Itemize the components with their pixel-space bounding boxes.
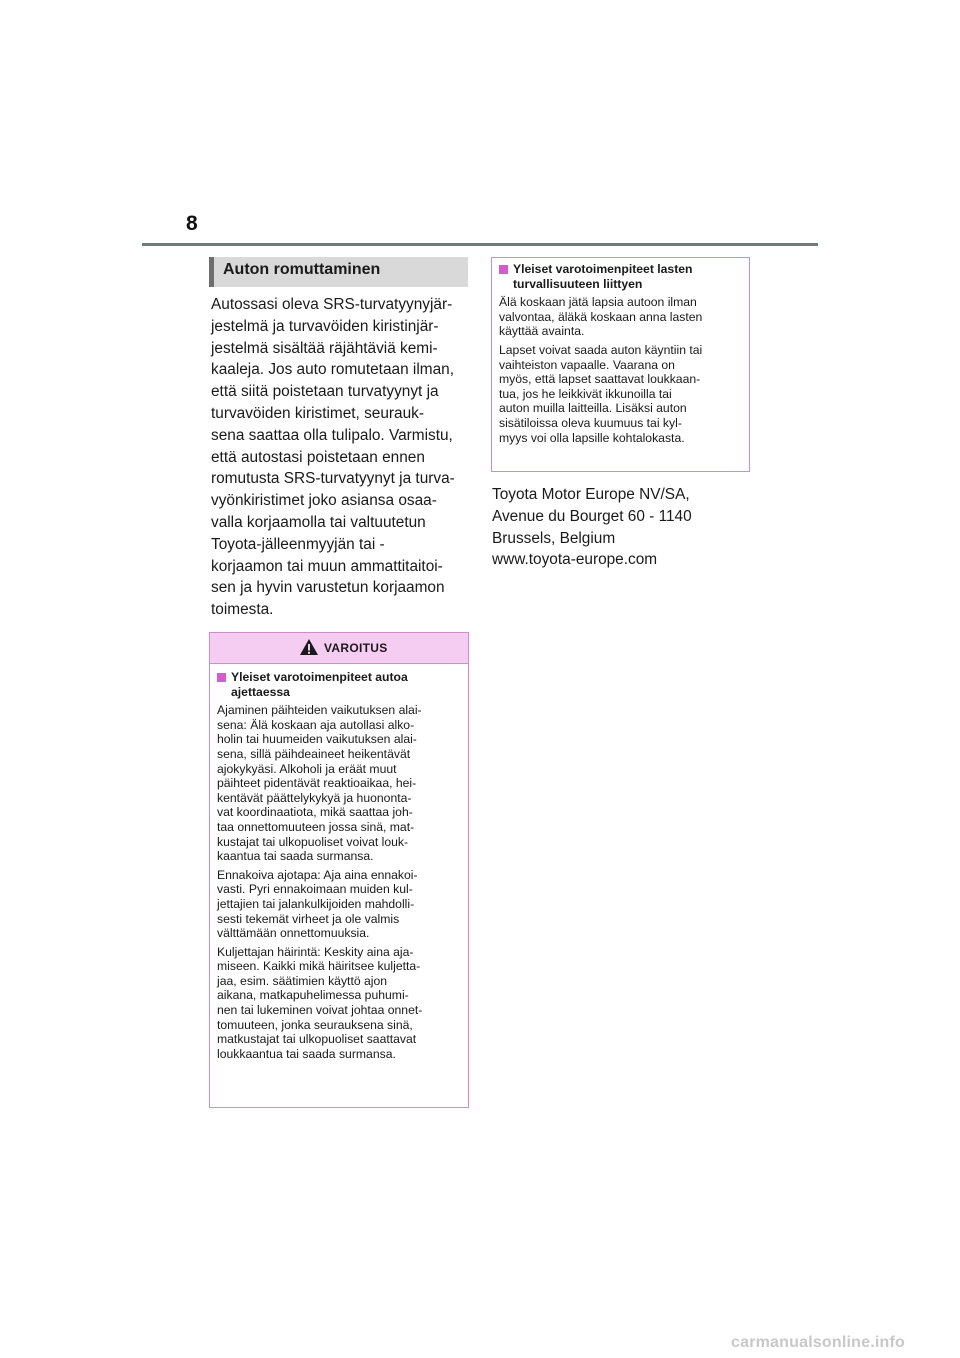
text-line: tomuuteen, jonka seurauksena sinä, bbox=[217, 1017, 413, 1032]
text-line: sesti tekemät virheet ja ole valmis bbox=[217, 911, 400, 926]
body-line: valla korjaamolla tai valtuutetun bbox=[211, 513, 426, 531]
text-line: jettajien tai jalankulkijoiden mahdolli- bbox=[217, 896, 415, 911]
text-line: sisätiloissa oleva kuumuus tai kyl- bbox=[499, 415, 682, 430]
body-line: toimesta. bbox=[211, 601, 274, 619]
address-website: www.toyota-europe.com bbox=[492, 551, 658, 569]
warning-triangle-icon bbox=[299, 638, 319, 656]
child-safety-box bbox=[491, 257, 750, 472]
company-address bbox=[492, 484, 692, 571]
text-line: jaa, esim. säätimien käyttö ajon bbox=[217, 973, 388, 988]
address-line: Brussels, Belgium bbox=[492, 529, 616, 547]
bullet-square-icon bbox=[499, 265, 508, 274]
body-line: että siitä poistetaan turvatyynyt ja bbox=[211, 383, 439, 401]
text-line: auton muilla laitteilla. Lisäksi auton bbox=[499, 401, 687, 416]
child-safety-paragraph bbox=[499, 343, 742, 445]
text-line: välttämään onnettomuuksia. bbox=[217, 926, 370, 941]
text-line: Älä koskaan jätä lapsia autoon ilman bbox=[499, 295, 697, 310]
text-line: kentävät päättelykykyä ja huononta- bbox=[217, 790, 412, 805]
child-safety-subheading bbox=[499, 262, 742, 291]
text-line: vaihteiston vapaalle. Vaarana on bbox=[499, 357, 675, 372]
body-line: sen ja hyvin varustetun korjaamon bbox=[211, 579, 445, 597]
page-number: 8 bbox=[186, 212, 198, 235]
section-heading-bar bbox=[209, 257, 214, 287]
body-line: turvavöiden kiristimet, seurauk- bbox=[211, 404, 424, 422]
text-line: valvontaa, äläkä koskaan anna lasten bbox=[499, 309, 703, 324]
text-line: myys voi olla lapsille kohtalokasta. bbox=[499, 430, 685, 445]
body-line: että autostasi poistetaan ennen bbox=[211, 448, 425, 466]
body-line: korjaamon tai muun ammattitaitoi- bbox=[211, 557, 443, 575]
text-line: loukkaantua tai saada surmansa. bbox=[217, 1046, 396, 1061]
subheading-line: Yleiset varotoimenpiteet lasten bbox=[513, 262, 693, 276]
text-line: Ajaminen päihteiden vaikutuksen alai- bbox=[217, 703, 422, 718]
child-safety-content bbox=[492, 258, 749, 445]
text-line: vat koordinaatiota, mikä saattaa joh- bbox=[217, 805, 413, 820]
warning-label: VAROITUS bbox=[324, 641, 388, 655]
text-line: holin tai huumeiden vaikutuksen alai- bbox=[217, 732, 417, 747]
address-line: Avenue du Bourget 60 - 1140 bbox=[492, 507, 692, 525]
text-line: käyttää avainta. bbox=[499, 324, 585, 339]
text-line: sena, sillä päihdeaineet heikentävät bbox=[217, 746, 411, 761]
warning-content bbox=[210, 664, 468, 1061]
warning-paragraph bbox=[217, 945, 461, 1062]
header-rule bbox=[142, 243, 818, 246]
text-line: Lapset voivat saada auton käyntiin tai bbox=[499, 342, 703, 357]
text-line: matkustajat tai ulkopuoliset saattavat bbox=[217, 1032, 417, 1047]
text-line: ajokykyäsi. Alkoholi ja eräät muut bbox=[217, 761, 397, 776]
subheading-line: ajettaessa bbox=[231, 684, 290, 699]
text-line: tua, jos he leikkivät ikkunoilla tai bbox=[499, 386, 672, 401]
text-line: päihteet pidentävät reaktioaikaa, hei- bbox=[217, 776, 417, 791]
warning-subheading bbox=[217, 670, 461, 699]
watermark: carmanualsonline.info bbox=[731, 1334, 906, 1351]
text-line: nen tai lukeminen voivat johtaa onnet- bbox=[217, 1003, 423, 1018]
text-line: kaantua tai saada surmansa. bbox=[217, 849, 374, 864]
section-heading-label: Auton romuttaminen bbox=[223, 261, 381, 278]
warning-paragraph bbox=[217, 703, 461, 864]
text-line: Ennakoiva ajotapa: Aja aina ennakoi- bbox=[217, 867, 418, 882]
section-heading bbox=[209, 257, 468, 287]
warning-box bbox=[209, 632, 469, 1108]
subheading-line: turvallisuuteen liittyen bbox=[513, 276, 643, 291]
body-line: Autossasi oleva SRS-turvatyynyjär- bbox=[211, 296, 453, 313]
address-line: Toyota Motor Europe NV/SA, bbox=[492, 486, 690, 503]
body-line: kaaleja. Jos auto romutetaan ilman, bbox=[211, 361, 454, 379]
warning-paragraph bbox=[217, 868, 461, 941]
text-line: kustajat tai ulkopuoliset voivat louk- bbox=[217, 834, 409, 849]
body-line: jestelmä ja turvavöiden kiristinjär- bbox=[211, 317, 439, 335]
bullet-square-icon bbox=[217, 673, 226, 682]
text-line: taa onnettomuuteen jossa sinä, mat- bbox=[217, 819, 415, 834]
child-safety-paragraph bbox=[499, 295, 742, 339]
text-line: vasti. Pyri ennakoimaan muiden kul- bbox=[217, 882, 413, 897]
body-paragraph bbox=[211, 294, 469, 621]
warning-header bbox=[210, 633, 468, 663]
body-line: jestelmä sisältää räjähtäviä kemi- bbox=[211, 339, 438, 357]
text-line: miseen. Kaikki mikä häiritsee kuljetta- bbox=[217, 959, 421, 974]
subheading-line: Yleiset varotoimenpiteet autoa bbox=[231, 670, 408, 684]
body-line: Toyota-jälleenmyyjän tai - bbox=[211, 535, 385, 553]
text-line: aikana, matkapuhelimessa puhumi- bbox=[217, 988, 409, 1003]
body-line: sena saattaa olla tulipalo. Varmistu, bbox=[211, 426, 453, 444]
text-line: Kuljettajan häirintä: Keskity aina aja- bbox=[217, 944, 414, 959]
body-line: vyönkiristimet joko asiansa osaa- bbox=[211, 492, 437, 510]
body-line: romutusta SRS-turvatyynyt ja turva- bbox=[211, 470, 455, 488]
text-line: myös, että lapset saattavat loukkaan- bbox=[499, 372, 701, 387]
text-line: sena: Älä koskaan aja autollasi alko- bbox=[217, 717, 415, 732]
